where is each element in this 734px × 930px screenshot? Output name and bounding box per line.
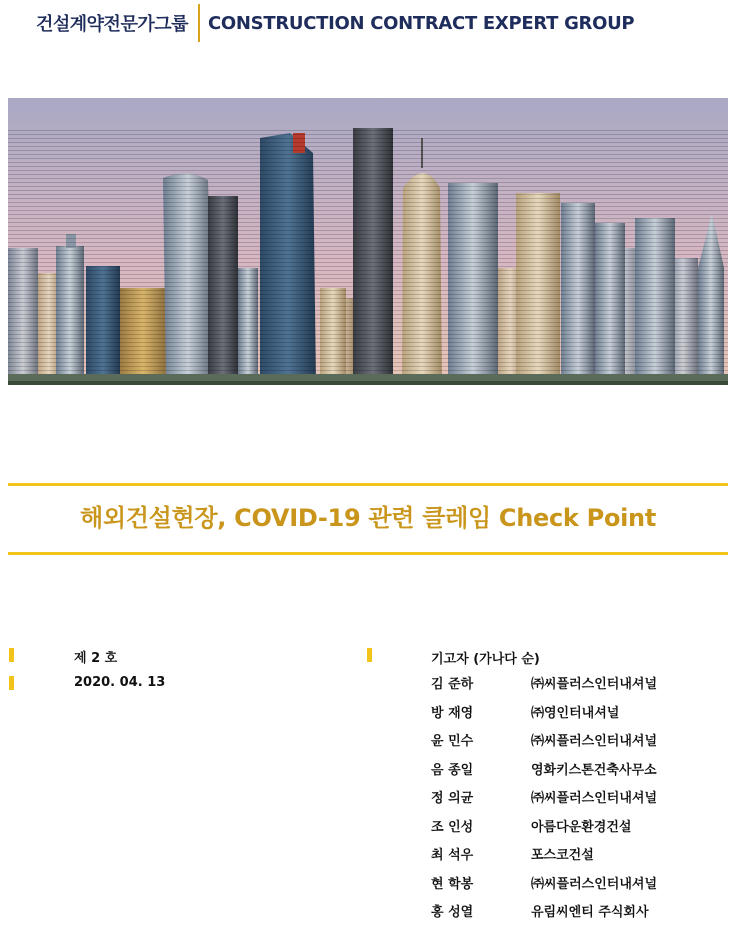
contributors-heading: 기고자 (가나다 순) (431, 652, 540, 667)
contributors-marker (367, 648, 372, 662)
list-item (431, 702, 657, 731)
contributor-name: 홍 성열 (431, 905, 474, 920)
contributor-name: 방 재영 (431, 705, 474, 721)
list-item (431, 901, 657, 930)
contributor-company: 유림씨엔티 주식회사 (531, 905, 649, 920)
contributor-name: 조 인성 (431, 819, 474, 835)
list-item (431, 787, 657, 816)
contributor-name: 김 준하 (431, 677, 474, 692)
contributor-name: 최 석우 (431, 848, 474, 863)
list-item (431, 873, 657, 902)
document-title: 해외건설현장, COVID-19 관련 클레임 Check Point (79, 504, 657, 532)
contributor-name: 현 학봉 (431, 876, 474, 892)
contributor-company: 아름다운환경건설 (531, 819, 632, 835)
list-item (431, 816, 657, 845)
header-divider (198, 4, 200, 42)
list-item (431, 730, 657, 759)
contributor-company: ㈜영인터내셔널 (531, 705, 620, 721)
issue-date: 2020. 04. 13 (74, 675, 166, 690)
contributor-company: ㈜씨플러스인터내셔널 (531, 791, 658, 806)
contributor-company: 포스코건설 (531, 848, 594, 863)
contributor-company: ㈜씨플러스인터내셔널 (531, 677, 658, 692)
contributor-name: 음 종일 (431, 762, 474, 778)
contributors-list (431, 673, 657, 930)
contributor-name: 윤 민수 (431, 734, 474, 749)
title-bottom-rule (8, 552, 728, 555)
contributor-company: 영화키스톤건축사무소 (531, 762, 657, 778)
title-top-rule (8, 483, 728, 486)
list-item (431, 673, 657, 702)
header (36, 4, 634, 42)
contributor-company: ㈜씨플러스인터내셔널 (531, 876, 658, 892)
list-item (431, 759, 657, 788)
issue-number: 제 2 호 (74, 651, 118, 666)
date-marker (9, 676, 14, 690)
issue-marker (9, 648, 14, 662)
contributor-name: 정 의균 (431, 791, 474, 806)
skyline-photo (8, 98, 728, 385)
english-org-title: CONSTRUCTION CONTRACT EXPERT GROUP (208, 12, 635, 34)
list-item (431, 844, 657, 873)
contributor-company: ㈜씨플러스인터내셔널 (531, 734, 658, 749)
korean-org-title: 건설계약전문가그룹 (36, 14, 188, 35)
